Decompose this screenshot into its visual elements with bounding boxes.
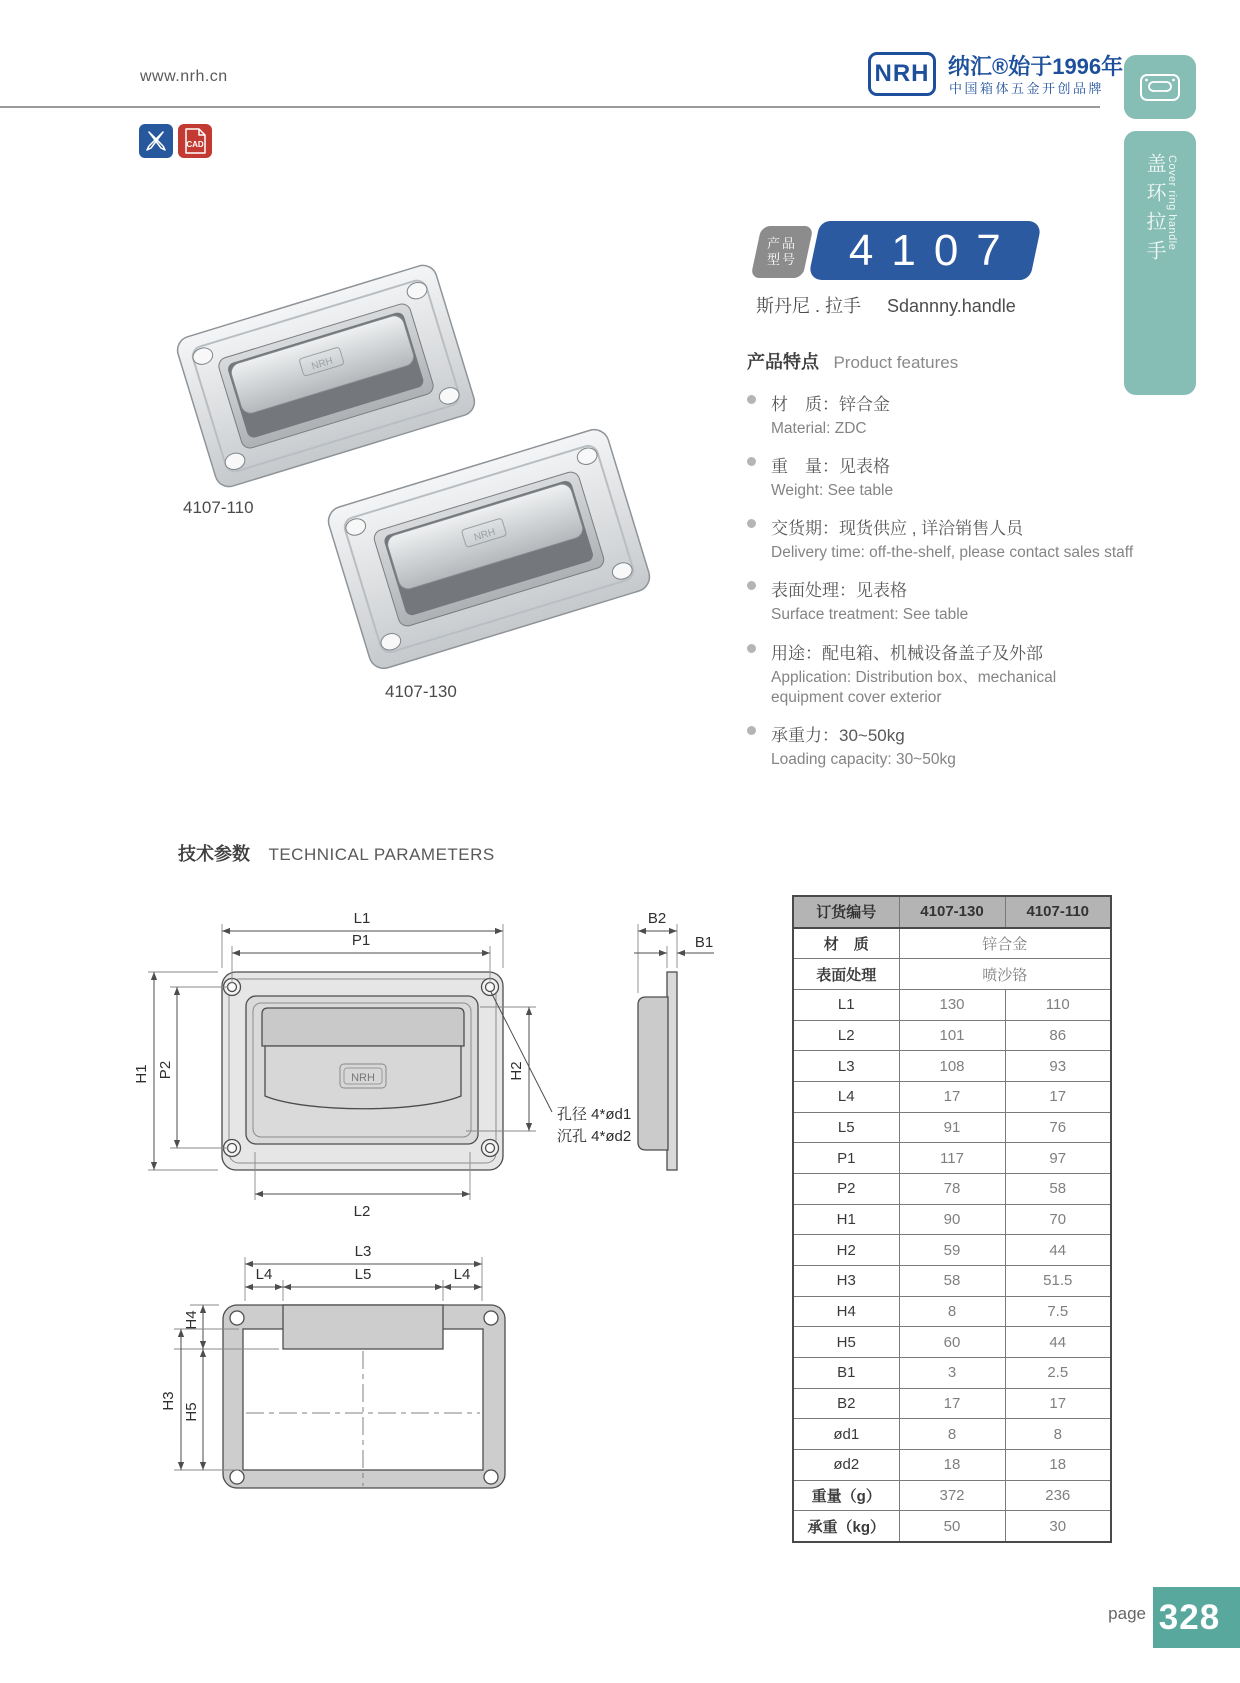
spec-label: B2: [793, 1388, 899, 1419]
nrh-logo: [868, 52, 936, 96]
dim-label-b1: B1: [694, 934, 714, 951]
tech-title-zh: 技术参数: [178, 844, 250, 864]
hole-note-2: 沉孔 4*ød2: [557, 1128, 632, 1145]
photo-stamp: NRH: [310, 355, 335, 373]
cad-document-icon: [182, 127, 208, 155]
spec-row: [793, 1081, 1111, 1112]
spec-row: [793, 1204, 1111, 1235]
spec-value: 8: [1005, 1419, 1111, 1450]
product-model-banner: [808, 221, 1043, 280]
feature-en: Loading capacity: 30~50kg: [771, 750, 956, 768]
spec-label: P2: [793, 1173, 899, 1204]
dim-label-l5: L5: [354, 1266, 372, 1283]
spec-value: 91: [899, 1112, 1005, 1143]
features-title-en: Product features: [833, 353, 959, 372]
spec-row: [793, 1511, 1111, 1542]
category-tab[interactable]: [1124, 131, 1196, 395]
spec-label: 重量（g）: [793, 1480, 899, 1511]
spec-value: 17: [899, 1388, 1005, 1419]
dim-label-l4b: L4: [453, 1266, 471, 1283]
dim-label-l3: L3: [354, 1243, 372, 1260]
tag-line1: 产品: [766, 236, 797, 251]
feature-en: Surface treatment: See table: [771, 606, 969, 624]
spec-value: 17: [899, 1081, 1005, 1112]
spec-row: [793, 1265, 1111, 1296]
feature-zh: 材 质：锌合金: [771, 395, 890, 414]
feature-zh: 用途：配电箱、机械设备盖子及外部: [771, 643, 1043, 663]
spec-label: L3: [793, 1051, 899, 1082]
spec-row: [793, 1419, 1111, 1450]
product-photos: [100, 240, 720, 720]
surface-row: [793, 959, 1111, 990]
col-header: 4107-110: [1005, 896, 1111, 928]
spec-value: 101: [899, 1020, 1005, 1051]
spec-row: [793, 1296, 1111, 1327]
side-view: [634, 910, 714, 1170]
spec-label: L1: [793, 990, 899, 1021]
spec-label: H2: [793, 1235, 899, 1266]
spec-value: 3: [899, 1357, 1005, 1388]
crossed-pencils-icon: [143, 128, 169, 154]
brand-subslogan: 中国箱体五金开创品牌: [949, 81, 1105, 96]
spec-value: 17: [1005, 1388, 1111, 1419]
spec-value: 76: [1005, 1112, 1111, 1143]
spec-value: 58: [1005, 1173, 1111, 1204]
spec-value: 236: [1005, 1480, 1111, 1511]
spec-label: L4: [793, 1081, 899, 1112]
spec-row: [793, 1235, 1111, 1266]
spec-value: 117: [899, 1143, 1005, 1174]
category-name-en: Cover ring handle: [1166, 155, 1178, 251]
bullet-dot: [747, 457, 756, 466]
spec-value: 18: [899, 1449, 1005, 1480]
tag-line2: 型号: [766, 252, 797, 267]
spec-row: [793, 1112, 1111, 1143]
spec-label: 材 质: [793, 928, 899, 959]
spec-value: 59: [899, 1235, 1005, 1266]
spec-value: 8: [899, 1296, 1005, 1327]
spec-row: [793, 1051, 1111, 1082]
nrh-logo-text: NRH: [874, 60, 930, 87]
spec-value: 86: [1005, 1020, 1111, 1051]
spec-value: 110: [1005, 990, 1111, 1021]
spec-value: 44: [1005, 1327, 1111, 1358]
product-name-zh: 斯丹尼 . 拉手: [756, 296, 862, 316]
category-name-zh: 盖环拉手: [1143, 153, 1165, 269]
dim-label-l2: L2: [353, 1203, 371, 1220]
spec-value: 30: [1005, 1511, 1111, 1542]
tech-title-en: TECHNICAL PARAMETERS: [268, 845, 495, 864]
dim-label-p2: P2: [157, 1060, 174, 1080]
cad-file-icon[interactable]: [178, 124, 212, 158]
drawing-tools-icon[interactable]: [139, 124, 173, 158]
spec-label: P1: [793, 1143, 899, 1174]
spec-value: 7.5: [1005, 1296, 1111, 1327]
spec-value: 17: [1005, 1081, 1111, 1112]
feature-item: [747, 576, 1119, 625]
features-title: [747, 348, 1119, 374]
bullet-dot: [747, 519, 756, 528]
spec-value: 锌合金: [899, 928, 1111, 959]
spec-table: [792, 895, 1112, 1543]
spec-row: [793, 1020, 1111, 1051]
spec-value: 50: [899, 1511, 1005, 1542]
spec-value: 108: [899, 1051, 1005, 1082]
product-photo-4107-130: [325, 426, 653, 672]
technical-drawing: [95, 880, 745, 1570]
spec-label: L2: [793, 1020, 899, 1051]
feature-item: [747, 390, 1119, 439]
feature-en: Application: Distribution box、mechanical equipment cover exterior: [771, 668, 1057, 706]
spec-value: 130: [899, 990, 1005, 1021]
spec-row: [793, 1388, 1111, 1419]
dim-label-h1: H1: [133, 1064, 150, 1084]
spec-value: 93: [1005, 1051, 1111, 1082]
spec-value: 8: [899, 1419, 1005, 1450]
spec-value: 70: [1005, 1204, 1111, 1235]
feature-zh: 交货期：现货供应 , 详洽销售人员: [771, 519, 1024, 539]
bullet-dot: [747, 395, 756, 404]
drawing-stamp: NRH: [351, 1072, 375, 1084]
photo-label-4107-110: 4107-110: [183, 498, 254, 517]
spec-value: 372: [899, 1480, 1005, 1511]
feature-item: [747, 721, 1119, 770]
spec-label: ød1: [793, 1419, 899, 1450]
table-header-row: [793, 896, 1111, 928]
spec-row: [793, 990, 1111, 1021]
col-header: 订货编号: [793, 896, 899, 928]
brand-slogan: 纳汇®始于1996年: [948, 54, 1124, 79]
photo-label-4107-130: 4107-130: [385, 682, 457, 701]
website-url: www.nrh.cn: [140, 68, 228, 85]
dim-label-h3: H3: [160, 1391, 177, 1411]
spec-value: 60: [899, 1327, 1005, 1358]
dim-label-h2: H2: [508, 1061, 525, 1081]
product-model-tag: [750, 226, 813, 278]
page-number-box: [1153, 1587, 1240, 1648]
spec-row: [793, 1449, 1111, 1480]
feature-en: Delivery time: off-the-shelf, please contact sales staff: [771, 544, 1134, 562]
spec-value: 97: [1005, 1143, 1111, 1174]
product-features: [747, 348, 1134, 783]
feature-en: Material: ZDC: [771, 420, 867, 437]
cutout-view: [160, 1243, 505, 1488]
spec-value: 喷沙铬: [899, 959, 1111, 990]
product-name-en: Sdannny.handle: [887, 296, 1016, 316]
spec-value: 78: [899, 1173, 1005, 1204]
header-divider: [0, 106, 1100, 108]
product-name: [756, 292, 1016, 318]
feature-item: [747, 452, 1119, 501]
spec-label: 承重（kg）: [793, 1511, 899, 1542]
spec-row: [793, 1357, 1111, 1388]
category-icon-box: [1124, 55, 1196, 119]
handle-icon: [1138, 69, 1182, 105]
feature-item: [747, 514, 1134, 563]
feature-zh: 表面处理：见表格: [771, 581, 907, 601]
feature-zh: 重 量：见表格: [771, 457, 890, 477]
features-title-zh: 产品特点: [747, 352, 819, 372]
spec-label: H3: [793, 1265, 899, 1296]
feature-zh: 承重力：30~50kg: [771, 725, 905, 745]
product-model-number: 4107: [849, 225, 1019, 275]
dim-label-l4: L4: [255, 1266, 273, 1283]
photo-stamp: NRH: [472, 526, 497, 544]
feature-item: [747, 639, 1119, 708]
spec-value: 2.5: [1005, 1357, 1111, 1388]
col-header: 4107-130: [899, 896, 1005, 928]
front-view: [133, 910, 631, 1220]
page-number: 328: [1158, 1597, 1221, 1637]
dim-label-l1: L1: [353, 910, 371, 927]
dim-label-h4: H4: [183, 1310, 200, 1330]
cad-label: CAD: [186, 140, 204, 149]
bullet-dot: [747, 644, 756, 653]
feature-en: Weight: See table: [771, 482, 894, 500]
bullet-dot: [747, 726, 756, 735]
spec-label: H5: [793, 1327, 899, 1358]
spec-row: [793, 1143, 1111, 1174]
bullet-dot: [747, 581, 756, 590]
page-label: page: [1108, 1604, 1146, 1623]
spec-value: 58: [899, 1265, 1005, 1296]
spec-label: H4: [793, 1296, 899, 1327]
spec-row: [793, 1327, 1111, 1358]
spec-row: [793, 1173, 1111, 1204]
spec-value: 51.5: [1005, 1265, 1111, 1296]
spec-label: ød2: [793, 1449, 899, 1480]
spec-row: [793, 1480, 1111, 1511]
hole-note-1: 孔径 4*ød1: [557, 1106, 632, 1123]
tech-params-title: [178, 840, 495, 866]
spec-value: 90: [899, 1204, 1005, 1235]
dim-label-p1: P1: [351, 932, 371, 949]
spec-label: 表面处理: [793, 959, 899, 990]
dim-label-h5: H5: [183, 1402, 200, 1422]
spec-value: 44: [1005, 1235, 1111, 1266]
spec-label: H1: [793, 1204, 899, 1235]
dim-label-b2: B2: [647, 910, 667, 927]
spec-value: 18: [1005, 1449, 1111, 1480]
material-row: [793, 928, 1111, 959]
product-photo-4107-110: [174, 262, 478, 490]
spec-label: L5: [793, 1112, 899, 1143]
spec-label: B1: [793, 1357, 899, 1388]
